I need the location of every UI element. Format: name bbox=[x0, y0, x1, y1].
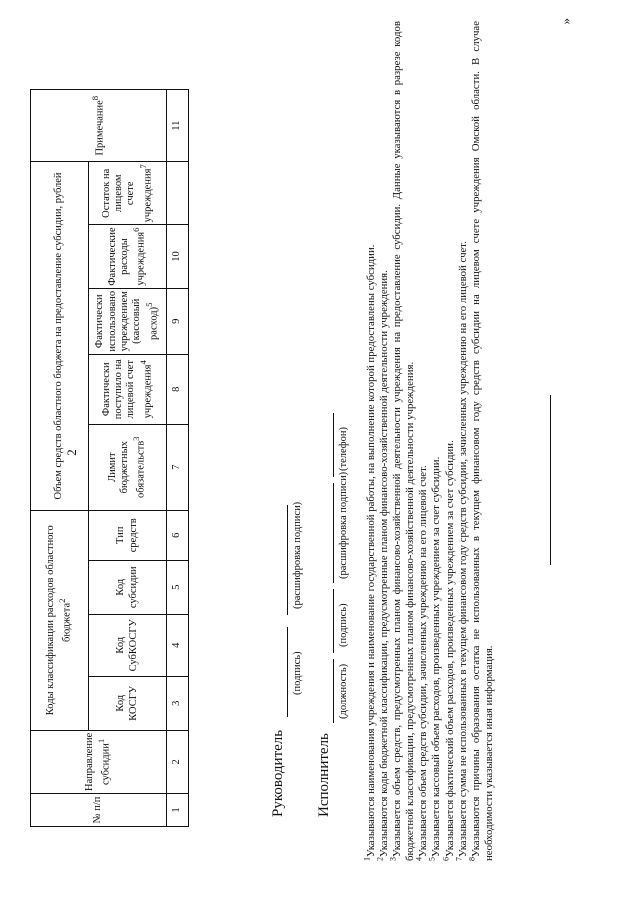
col-number: 7 bbox=[167, 424, 189, 510]
footnote: $^1$Указываются наименования учреждения и наименование государственной работы, на выполнение которой предоставлены субсидии. bbox=[362, 244, 377, 861]
header-budget-volume: Объем средств областного бюджета на предоставление субсидии, рублей bbox=[31, 162, 89, 511]
col-number: 9 bbox=[167, 288, 189, 354]
col-number: 10 bbox=[167, 225, 189, 288]
column-numbers-row bbox=[167, 90, 189, 827]
head-decode-caption: (расшифровка подписи) bbox=[292, 501, 303, 609]
col-number: 3 bbox=[167, 676, 189, 730]
position-caption: (должность) bbox=[338, 663, 349, 719]
separator-line bbox=[550, 395, 551, 565]
footnote: $^5$Указывается кассовый объем расходов, произведенных учреждением за счет субсидии. bbox=[427, 456, 443, 861]
header-expenses: Фактические расходы учреждения$^6$ bbox=[89, 225, 167, 288]
head-sign-caption: (подпись) bbox=[292, 651, 303, 695]
col-number: 2 bbox=[167, 730, 189, 793]
header-kosgu: Код КОСГУ bbox=[89, 676, 167, 730]
header-num: № п/п bbox=[31, 794, 167, 827]
position-line bbox=[333, 659, 334, 723]
footnote: $^8$Указываются причины образования остатка не использованных в текущем финансовом году средств субсидии на лицевом счете учреждения Омской области. В случае необходимости указывается иная информация. bbox=[467, 21, 495, 861]
header-note: Примечание$^8$ bbox=[31, 90, 167, 162]
sign-caption: (подпись) bbox=[338, 603, 349, 647]
subsidy-report-table bbox=[30, 89, 189, 827]
closing-quote: » bbox=[558, 18, 573, 25]
phone-caption: (телефон) bbox=[338, 427, 349, 471]
executor-label: Исполнитель bbox=[316, 733, 332, 817]
header-direction: Направление субсидии$^1$ bbox=[31, 730, 167, 793]
header-used: Фактически использовано учреждением (кассовый расход)$^5$ bbox=[89, 288, 167, 354]
sign-line bbox=[333, 589, 334, 653]
decode-line bbox=[333, 483, 334, 583]
header-subkosgu: Код СубКОСГУ bbox=[89, 614, 167, 676]
phone-line bbox=[333, 413, 334, 477]
footnote: $^3$Указывается объем средств, предусмотренных планом финансово-хозяйственной деятельности учреждения на предоставление субсидии. Данные указываются в разрезе кодов бюджетной классификации, предусмотренных планом финансово-хозяйственной деятельности учреждения. bbox=[388, 21, 417, 861]
col-number bbox=[167, 162, 189, 225]
decode-caption: (расшифровка подписи) bbox=[338, 471, 349, 579]
header-funds-type: Тип средств bbox=[89, 510, 167, 560]
head-sign-line bbox=[287, 627, 288, 717]
col-number: 11 bbox=[167, 90, 189, 162]
page-number: 2 bbox=[64, 449, 79, 456]
footnote: $^6$Указывается фактический объем расходов, произведенных учреждением за счет субсидии. bbox=[440, 440, 456, 861]
header-limit: Лимит бюджетных обязательств$^3$ bbox=[89, 424, 167, 510]
col-number: 4 bbox=[167, 614, 189, 676]
footnote: $^7$Указывается сумма не использованных в текущем финансовом году средств субсидии, зачисленных учреждению на его лицевой счет. bbox=[454, 241, 469, 861]
footnote: $^4$Указывается объем средств субсидии, зачисленных учреждению на его лицевой счет. bbox=[414, 465, 430, 861]
header-received: Фактически поступило на лицевой счет учреждения$^4$ bbox=[89, 354, 167, 424]
header-subsidy-code: Код субсидии bbox=[89, 560, 167, 614]
col-number: 6 bbox=[167, 510, 189, 560]
col-number: 1 bbox=[167, 794, 189, 827]
head-decode-line bbox=[287, 505, 288, 615]
footnotes bbox=[362, 21, 496, 861]
col-number: 8 bbox=[167, 354, 189, 424]
header-balance: Остаток на лицевом счете учреждения$^7$ bbox=[89, 162, 167, 225]
col-number: 5 bbox=[167, 560, 189, 614]
footnote: $^2$Указываются коды бюджетной классификации, предусмотренные планом финансово-хозяйственной деятельности учреждения. bbox=[375, 270, 391, 861]
header-classification-codes: Коды классификации расходов областного бюджета$^2$ bbox=[31, 510, 89, 730]
head-label: Руководитель bbox=[270, 729, 286, 817]
